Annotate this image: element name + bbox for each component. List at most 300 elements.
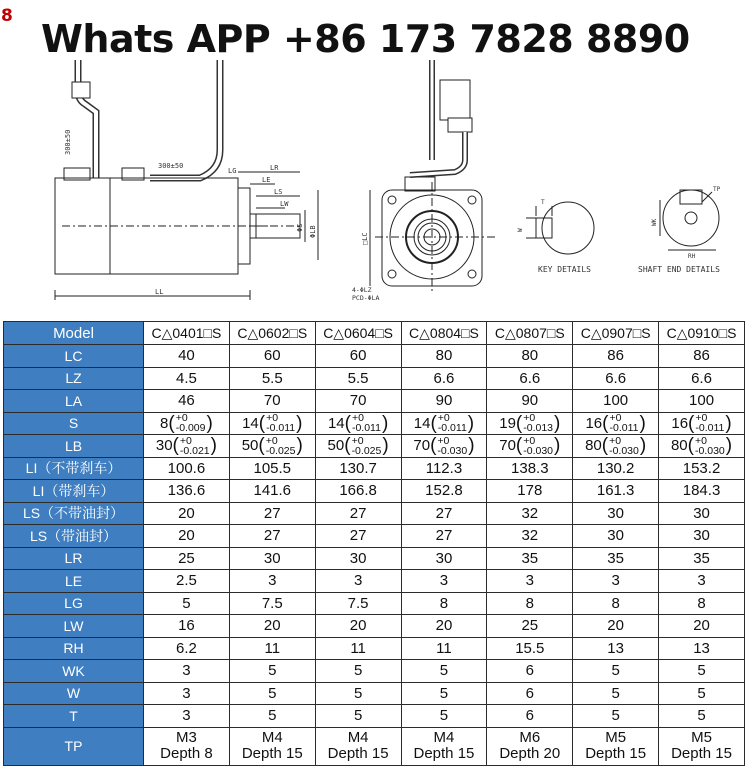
tolerance-stack [266,413,295,433]
cell-line: Depth 8 [160,745,213,762]
lower-tolerance: -0.011 [351,422,381,435]
table-cell: 5 [401,660,487,683]
lower-tolerance: -0.011 [266,422,296,435]
table-cell: 30 [659,502,745,525]
table-cell: 5 [401,682,487,705]
upper-tolerance: +0 [694,434,707,447]
column-header-model-4: C△0804□S [401,322,487,345]
label-wk: WK [651,218,658,226]
label-lw: LW [280,200,289,208]
lower-tolerance: -0.011 [437,422,467,435]
label-cable-length-vertical: 300±50 [64,129,72,155]
table-cell: 8 [659,592,745,615]
row-label: LB [4,435,144,458]
table-cell: 11 [229,637,315,660]
toleranced-value [242,413,302,433]
nominal-value: 14 [242,414,259,432]
paren-close: ) [725,412,732,434]
table-cell: 13 [659,637,745,660]
table-cell [144,727,230,765]
table-cell: 80 [487,345,573,368]
table-cell: 112.3 [401,457,487,480]
row-label: LA [4,390,144,413]
table-cell: 6.2 [144,637,230,660]
table-cell: 3 [144,660,230,683]
table-cell: 60 [229,345,315,368]
table-cell: 5 [659,705,745,728]
toleranced-value [413,436,474,456]
table-cell: 5 [573,682,659,705]
lower-tolerance: -0.025 [265,444,296,457]
table-cell [144,435,230,458]
paren-close: ) [296,412,303,434]
table-cell: 7.5 [229,592,315,615]
nominal-value: 8 [160,414,169,432]
table-cell: 25 [144,547,230,570]
paren-close: ) [554,412,561,434]
table-row [4,660,745,683]
lower-tolerance: -0.013 [523,422,554,435]
table-cell [487,435,573,458]
cell-line: Depth 20 [499,745,561,762]
shaft-end-details-caption: SHAFT END DETAILS [638,265,720,274]
upper-tolerance: +0 [437,412,450,425]
upper-tolerance: +0 [265,434,278,447]
table-cell: 20 [315,615,401,638]
upper-tolerance: +0 [609,412,622,425]
tolerance-stack [176,413,206,433]
table-cell: 5 [315,705,401,728]
table-cell [315,435,401,458]
label-mounting-holes: 4-ΦLZ [352,286,372,294]
table-cell: 4.5 [144,367,230,390]
paren-open: ( [430,412,437,434]
column-header-model-2: C△0602□S [229,322,315,345]
table-cell [229,727,315,765]
upper-tolerance: +0 [523,412,536,425]
table-cell: 46 [144,390,230,413]
table-cell: 5.5 [229,367,315,390]
lower-tolerance: -0.011 [609,422,639,435]
row-label: RH [4,637,144,660]
paren-open: ( [601,435,609,457]
shaft-end-detail-view [660,190,719,250]
table-cell: 86 [659,345,745,368]
cell-line: M3 [176,729,197,746]
paren-open: ( [344,412,351,434]
tolerance-stack [609,413,638,433]
table-cell: 136.6 [144,480,230,503]
table-cell: 138.3 [487,457,573,480]
tolerance-stack [180,436,210,456]
table-cell: 5 [229,682,315,705]
toleranced-value [671,413,731,433]
upper-tolerance: +0 [437,434,450,447]
table-row [4,480,745,503]
row-label: LC [4,345,144,368]
table-cell: 3 [573,570,659,593]
table-row [4,367,745,390]
toleranced-value [156,436,217,456]
lower-tolerance: -0.025 [351,444,382,457]
table-cell: 30 [401,547,487,570]
row-label: LW [4,615,144,638]
table-cell: 11 [401,637,487,660]
column-header-model-5: C△0807□S [487,322,573,345]
lower-tolerance: -0.021 [179,444,210,457]
row-label: LG [4,592,144,615]
label-tp: TP [713,186,721,193]
table-row [4,705,745,728]
toleranced-value [671,436,732,456]
table-cell: 30 [229,547,315,570]
table-cell: 27 [229,502,315,525]
table-cell: 70 [229,390,315,413]
nominal-value: 16 [585,414,603,432]
label-pcd: PCD-ΦLA [352,294,380,302]
table-cell: 5.5 [315,367,401,390]
table-header-row [4,322,745,345]
tolerance-stack [352,413,381,433]
table-cell: 35 [659,547,745,570]
paren-close: ) [206,412,213,434]
tolerance-stack [695,436,725,456]
cell-line: M4 [433,729,455,746]
page-number-badge: 8 [1,6,13,26]
label-le: LE [262,176,271,184]
table-cell: 105.5 [229,457,315,480]
table-cell: 20 [401,615,487,638]
whatsapp-contact-heading: Whats APP +86 173 7828 8890 [41,17,690,61]
table-cell: 11 [315,637,401,660]
table-cell: 100.6 [144,457,230,480]
table-cell: 5 [659,682,745,705]
table-cell: 30 [315,547,401,570]
table-row [4,390,745,413]
table-row [4,592,745,615]
row-label: LS（不带油封） [4,502,144,525]
table-cell: 27 [401,502,487,525]
table-cell: 27 [229,525,315,548]
table-cell: 161.3 [573,480,659,503]
table-cell: 20 [229,615,315,638]
table-cell [401,727,487,765]
label-t: T [541,199,545,206]
table-cell: 166.8 [315,480,401,503]
column-header-model-7: C△0910□S [659,322,745,345]
label-phi-lc: □LC [361,232,369,245]
table-cell: 130.7 [315,457,401,480]
paren-close: ) [296,435,303,457]
paren-open: ( [168,412,175,434]
table-cell [315,727,401,765]
table-cell: 8 [401,592,487,615]
label-ll: LL [155,288,164,296]
table-cell: 5 [573,705,659,728]
toleranced-value [585,413,645,433]
table-cell: 3 [144,682,230,705]
cell-line: Depth 15 [241,745,303,762]
paren-close: ) [210,435,217,457]
tolerance-stack [266,436,296,456]
table-cell: 2.5 [144,570,230,593]
table-row [4,615,745,638]
table-cell: 100 [573,390,659,413]
table-cell: 20 [573,615,659,638]
paren-close: ) [381,412,389,434]
paren-open: ( [687,435,694,457]
table-cell: 3 [401,570,487,593]
table-cell: 35 [487,547,573,570]
nominal-value: 80 [585,437,602,455]
label-ls: LS [274,188,283,196]
cell-line: M5 [691,729,712,746]
table-cell: 30 [573,525,659,548]
nominal-value: 14 [413,414,431,432]
toleranced-value [242,436,303,456]
lower-tolerance: -0.011 [695,422,725,435]
table-cell: 60 [315,345,401,368]
cell-line: M6 [519,729,541,746]
table-cell: 27 [401,525,487,548]
table-cell [229,412,315,435]
table-cell: 100 [659,390,745,413]
table-row [4,345,745,368]
table-cell: 3 [315,570,401,593]
table-cell: 5 [229,705,315,728]
lower-tolerance: -0.030 [523,444,554,457]
table-cell: 15.5 [487,637,573,660]
table-cell [401,412,487,435]
row-label: LI（带刹车） [4,480,144,503]
front-view [370,60,495,292]
upper-tolerance: +0 [695,412,708,425]
table-cell: 86 [573,345,659,368]
table-cell [659,435,745,458]
tolerance-stack [695,413,724,433]
table-cell: 70 [315,390,401,413]
nominal-value: 70 [413,437,431,455]
table-row [4,547,745,570]
table-row [4,525,745,548]
table-cell: 141.6 [229,480,315,503]
table-cell: 5 [229,660,315,683]
tolerance-stack [609,436,639,456]
table-cell: 6 [487,682,573,705]
table-cell [573,727,659,765]
toleranced-value [328,436,389,456]
paren-open: ( [688,412,695,434]
cell-line: Depth 15 [585,745,647,762]
upper-tolerance: +0 [179,434,192,447]
table-cell: 20 [144,525,230,548]
nominal-value: 80 [670,437,688,455]
toleranced-value [499,413,560,433]
paren-open: ( [515,412,523,434]
label-cable-length: 300±50 [158,162,184,170]
dimension-table [3,321,745,766]
row-label: LS（带油封） [4,525,144,548]
nominal-value: 16 [671,414,689,432]
table-row [4,682,745,705]
table-cell: 40 [144,345,230,368]
table-cell: 35 [573,547,659,570]
nominal-value: 14 [327,414,345,432]
table-cell: 5 [315,682,401,705]
table-cell: 5 [659,660,745,683]
paren-open: ( [430,435,437,457]
toleranced-value [585,436,646,456]
tolerance-stack [438,413,467,433]
table-cell: 3 [487,570,573,593]
table-cell: 80 [401,345,487,368]
table-cell [573,435,659,458]
row-label: LR [4,547,144,570]
paren-close: ) [725,435,733,457]
upper-tolerance: +0 [175,412,188,425]
label-phi-lb: ΦLB [309,225,317,238]
paren-close: ) [639,412,646,434]
label-lr: LR [270,164,279,172]
table-cell: 7.5 [315,592,401,615]
lower-tolerance: -0.030 [694,444,725,457]
cell-line: Depth 15 [327,745,389,762]
tolerance-stack [352,436,382,456]
column-header-model-1: C△0401□S [144,322,230,345]
table-cell: 3 [229,570,315,593]
row-label: LZ [4,367,144,390]
table-cell: 8 [573,592,659,615]
side-view [55,60,318,300]
table-cell: 153.2 [659,457,745,480]
nominal-value: 50 [327,437,345,455]
toleranced-value [160,413,213,433]
table-cell: 32 [487,525,573,548]
tolerance-stack [437,436,467,456]
upper-tolerance: +0 [351,412,364,425]
nominal-value: 30 [155,437,173,455]
cell-line: Depth 15 [671,745,732,762]
table-cell [659,412,745,435]
table-row [4,412,745,435]
label-rh: RH [688,253,696,260]
table-row [4,570,745,593]
table-cell: 3 [659,570,745,593]
tolerance-stack [523,413,553,433]
table-cell: 30 [659,525,745,548]
table-cell: 6.6 [487,367,573,390]
table-cell [315,412,401,435]
row-label: LI（不带刹车） [4,457,144,480]
cell-line: Depth 15 [413,745,475,762]
label-phi-s: ΦS [296,223,304,232]
lower-tolerance: -0.030 [437,444,468,457]
servo-motor-dimension-drawing [0,60,750,320]
paren-open: ( [515,435,523,457]
table-cell: 13 [573,637,659,660]
cell-line: M4 [347,729,369,746]
upper-tolerance: +0 [351,434,364,447]
table-row [4,502,745,525]
table-cell: 8 [487,592,573,615]
table-cell [573,412,659,435]
table-row [4,457,745,480]
paren-close: ) [382,435,389,457]
table-cell: 25 [487,615,573,638]
row-label: S [4,412,144,435]
table-cell: 16 [144,615,230,638]
toleranced-value [414,413,474,433]
table-cell: 6 [487,705,573,728]
key-details-caption: KEY DETAILS [538,265,591,274]
paren-open: ( [258,412,266,434]
row-label: LE [4,570,144,593]
row-label: WK [4,660,144,683]
upper-tolerance: +0 [523,434,536,447]
table-row [4,727,745,765]
row-label: TP [4,727,144,765]
upper-tolerance: +0 [609,434,622,447]
table-cell: 152.8 [401,480,487,503]
table-cell [487,412,573,435]
nominal-value: 19 [499,414,516,432]
table-cell: 5 [401,705,487,728]
tolerance-stack [523,436,553,456]
table-cell: 6.6 [401,367,487,390]
table-cell: 20 [144,502,230,525]
table-cell: 6 [487,660,573,683]
table-row [4,637,745,660]
toleranced-value [328,413,388,433]
table-cell: 32 [487,502,573,525]
table-cell [401,435,487,458]
table-cell: 6.6 [573,367,659,390]
nominal-value: 50 [241,437,259,455]
table-cell [229,435,315,458]
table-cell: 5 [144,592,230,615]
label-lg: LG [228,167,237,175]
table-cell: 5 [573,660,659,683]
table-row [4,435,745,458]
paren-open: ( [344,435,351,457]
paren-open: ( [258,435,265,457]
paren-open: ( [602,412,609,434]
lower-tolerance: -0.009 [175,422,206,435]
table-cell [487,727,573,765]
column-header-model: Model [4,322,144,345]
table-cell: 30 [573,502,659,525]
table-body [4,345,745,766]
table-cell [144,412,230,435]
upper-tolerance: +0 [266,412,279,425]
paren-close: ) [468,435,475,457]
key-detail-view [526,202,594,254]
table-cell: 6.6 [659,367,745,390]
table-cell: 90 [401,390,487,413]
column-header-model-6: C△0907□S [573,322,659,345]
table-cell: 90 [487,390,573,413]
paren-close: ) [467,412,475,434]
table-cell: 27 [315,525,401,548]
table-cell [659,727,745,765]
table-cell: 178 [487,480,573,503]
cell-line: M4 [261,729,283,746]
paren-close: ) [639,435,647,457]
nominal-value: 70 [499,437,516,455]
label-w: W [517,228,524,232]
row-label: W [4,682,144,705]
column-header-model-3: C△0604□S [315,322,401,345]
